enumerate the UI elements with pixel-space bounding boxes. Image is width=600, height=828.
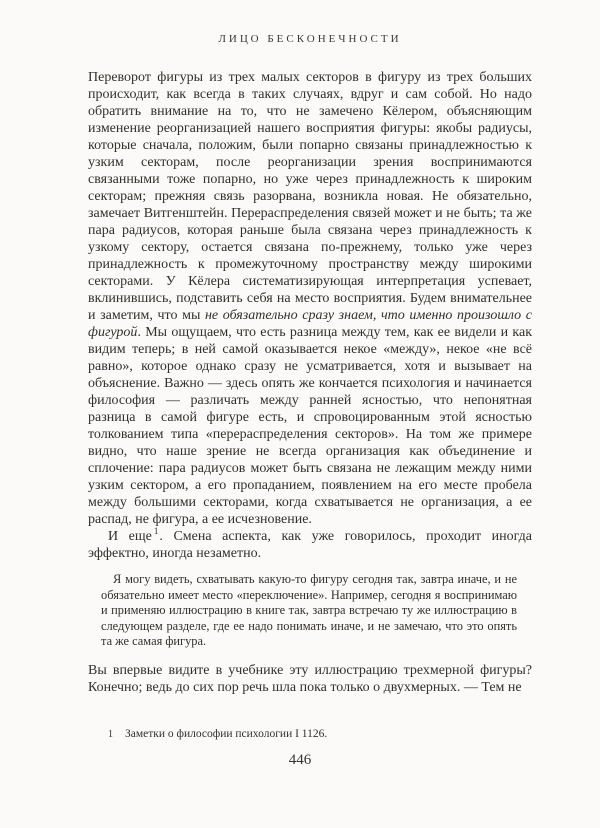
paragraph-main bbox=[88, 69, 532, 528]
text-block bbox=[88, 69, 532, 696]
paragraph-question: Вы впервые видите в учебнике эту иллюстрацию трехмерной фигуры? Конечно; ведь до сих пор речь шла пока только о двухмерных. — Тем не bbox=[88, 662, 532, 695]
footnote-marker: 1 bbox=[108, 729, 113, 740]
paragraph-aspect-text-2: . Смена аспекта, как уже говорилось, проходит иногда эффектно, иногда незаметно. bbox=[88, 529, 532, 561]
paragraph-main-text-2: . Мы ощущаем, что есть разница между тем, как ее видели и как видим теперь; в ней самой оказывается некое «между», некое «не всё равно», которое однако сразу не усматривается, хотя и вызывает на объяснение. Важно — здесь опять же кончается психология и начинается философия — различать между ранней ясностью, что непонятная разница в самой фигуре есть, и спровоцированным этой ясностью толкованием типа «перераспределения секторов». На том же примере видно, что наше зрение не всегда организация как объединение и сплочение: пара радиусов может быть связана не лежащим между ними узким сектором, а его пропаданием, появлением на его месте пробела между большими секторами, когда схватывается не организация, а ее распад, не фигура, а ее исчезновение. bbox=[88, 325, 532, 527]
footnote-text: Заметки о философии психологии I 1126. bbox=[125, 728, 328, 740]
running-head: ЛИЦО БЕСКОНЕЧНОСТИ bbox=[218, 33, 402, 45]
footnote bbox=[88, 727, 532, 742]
paragraph-aspect-text-1: И еще bbox=[108, 529, 152, 544]
block-quote: Я могу видеть, схватывать какую-то фигуру сегодня так, завтра иначе, и не обязательно имеет место «переключение». Например, сегодня я воспринимаю и применяю иллюстрацию в книге так, завтра встречаю ту же иллюстрацию в следующем разделе, где ее надо понимать иначе, и не замечаю, что это опять та же самая фигура. bbox=[101, 572, 517, 648]
paragraph-aspect-change bbox=[88, 528, 532, 562]
paragraph-main-text-1: Переворот фигуры из трех малых секторов в фигуру из трех больших происходит, как всегда в таких случаях, вдруг и сам собой. Но надо обратить внимание на то, что не замечено Кёлером, объясняющим изменение реорганизацией нашего восприятия фигуры: якобы радиусы, которые сначала, положим, были попарно связаны принадлежностью к узким секторам, после реорганизации зрения воспринимаются связанными тоже попарно, но уже через принадлежность к широким секторам; прежняя связь разорвана, возникла новая. Не обязательно, замечает Витгенштейн. Перераспределения связей может и не быть; та же пара радиусов, которая раньше была связана через принадлежность к узкому сектору, остается связана по-прежнему, только уже через принадлежность к промежуточному пространству между широкими секторами. У Кёлера систематизирующая интерпретация успевает, вклинившись, подставить себя на место восприятия. Будем внимательнее и заметим, что мы bbox=[88, 70, 532, 323]
footnote-reference: 1 bbox=[153, 526, 159, 537]
paragraph-main-italic: не обязательно сразу знаем, что именно произошло с фигурой bbox=[88, 308, 532, 340]
page-number: 446 bbox=[288, 752, 312, 768]
